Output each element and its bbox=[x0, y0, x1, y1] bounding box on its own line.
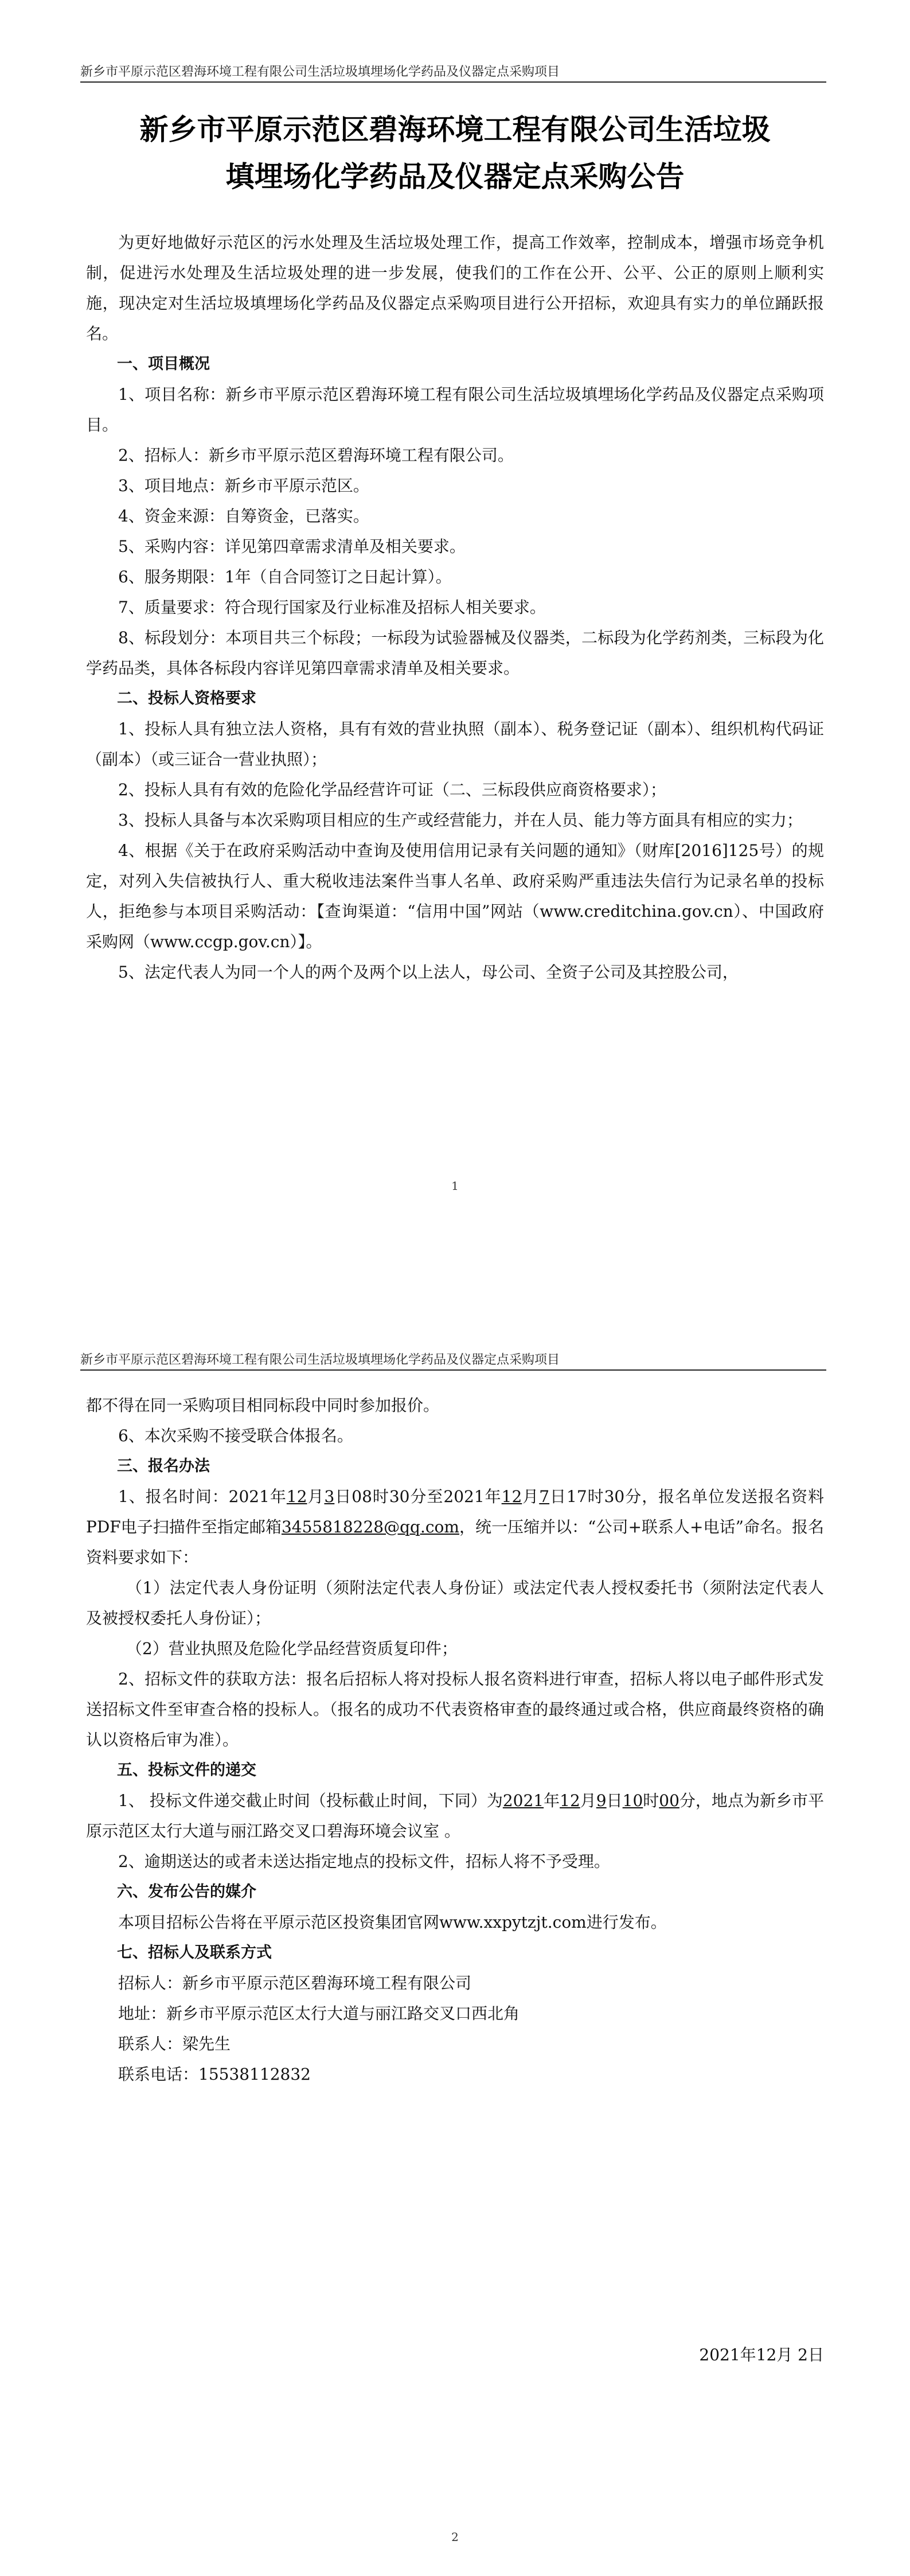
section-2-item: 3、投标人具备与本次采购项目相应的生产或经营能力，并在人员、能力等方面具有相应的实力； bbox=[118, 811, 803, 830]
media-paragraph: 本项目招标公告将在平原示范区投资集团官网www.xxpytzjt.com进行发布。 bbox=[118, 1913, 667, 1932]
section-6-heading: 六、发布公告的媒介 bbox=[117, 1883, 256, 1901]
running-header: 新乡市平原示范区碧海环境工程有限公司生活垃圾填埋场化学药品及仪器定点采购项目 bbox=[80, 65, 560, 79]
section-1-item: 3、项目地点：新乡市平原示范区。 bbox=[118, 476, 369, 495]
section-7-heading: 七、招标人及联系方式 bbox=[117, 1944, 272, 1962]
section-1-heading: 一、项目概况 bbox=[117, 355, 210, 373]
header-rule bbox=[80, 1369, 826, 1371]
title-line-1: 新乡市平原示范区碧海环境工程有限公司生活垃圾 bbox=[139, 113, 771, 146]
section-1-item: 2、招标人：新乡市平原示范区碧海环境工程有限公司。 bbox=[118, 446, 514, 465]
document-title bbox=[75, 106, 835, 200]
section-1-item: 4、资金来源：自筹资金，已落实。 bbox=[118, 507, 369, 526]
section-1-item: 7、质量要求：符合现行国家及行业标准及招标人相关要求。 bbox=[118, 598, 546, 617]
bid-document-item: 2、招标文件的获取方法：报名后招标人将对投标人报名资料进行审查，招标人将以电子邮件形式发送招标文件至审查合格的投标人。（报名的成功不代表资格审查的最终通过或合格，供应商最终资格的确认以资格后审为准）。 bbox=[86, 1670, 824, 1749]
registration-time-item: 1、报名时间：2021年12月3日08时30分至2021年12月7日17时30分，报名单位发送报名资料PDF电子扫描件至指定邮箱3455818228@qq.com，统一压缩并以：“公司+联系人+电话”命名。报名资料要求如下： bbox=[86, 1487, 824, 1567]
section-1-item: 8、标段划分：本项目共三个标段；一标段为试验器械及仪器类，二标段为化学药剂类，三标段为化学药品类，具体各标段内容详见第四章需求清单及相关要求。 bbox=[86, 628, 824, 678]
deadline-hour: 10 bbox=[622, 1791, 643, 1810]
contact-line: 联系人：梁先生 bbox=[118, 2034, 231, 2053]
section-2-heading: 二、投标人资格要求 bbox=[117, 690, 256, 707]
section-2-item: 1、投标人具有独立法人资格，具有有效的营业执照（副本）、税务登记证（副本）、组织机构代码证（副本）（或三证合一营业执照）； bbox=[86, 719, 824, 769]
section-2-item: 5、法定代表人为同一个人的两个及两个以上法人，母公司、全资子公司及其控股公司， bbox=[118, 963, 739, 982]
deadline-month: 12 bbox=[560, 1791, 580, 1810]
tenderer-line: 招标人：新乡市平原示范区碧海环境工程有限公司 bbox=[118, 1974, 472, 1993]
section-2-item: 4、根据《关于在政府采购活动中查询及使用信用记录有关问题的通知》（财库[2016]125号）的规定，对列入失信被执行人、重大税收违法案件当事人名单、政府采购严重违法失信行为记录名单的投标人，拒绝参与本项目采购活动：【查询渠道：“信用中国”网站（www.creditchina.gov.cn）、中国政府采购网（www.ccgp.gov.cn）】。 bbox=[86, 841, 824, 951]
header-rule bbox=[80, 81, 826, 83]
section-5-heading: 五、投标文件的递交 bbox=[117, 1761, 256, 1779]
section-2-item-6: 6、本次采购不接受联合体报名。 bbox=[118, 1426, 353, 1445]
page-number: 2 bbox=[451, 2530, 459, 2544]
section-2-continued: 都不得在同一采购项目相同标段中同时参加报价。 bbox=[86, 1396, 440, 1415]
section-1-item: 5、采购内容：详见第四章需求清单及相关要求。 bbox=[118, 537, 466, 556]
title-line-2: 填埋场化学药品及仪器定点采购公告 bbox=[225, 160, 685, 193]
section-2-item: 2、投标人具有有效的危险化学品经营许可证（二、三标段供应商资格要求）； bbox=[118, 780, 666, 799]
issue-date: 2021年12月 2日 bbox=[699, 2345, 824, 2364]
deadline-year: 2021 bbox=[502, 1791, 544, 1810]
running-header: 新乡市平原示范区碧海环境工程有限公司生活垃圾填埋场化学药品及仪器定点采购项目 bbox=[80, 1353, 560, 1367]
start-day: 3 bbox=[324, 1487, 335, 1506]
end-month: 12 bbox=[501, 1487, 522, 1506]
start-month: 12 bbox=[286, 1487, 307, 1506]
page-1-body bbox=[86, 227, 824, 987]
email-link[interactable]: 3455818228@qq.com bbox=[281, 1517, 459, 1536]
section-1-item: 6、服务期限：1年（自合同签订之日起计算）。 bbox=[118, 567, 452, 586]
page-2-body bbox=[86, 1390, 824, 2089]
section-3-heading: 三、报名办法 bbox=[117, 1457, 210, 1475]
phone-line: 联系电话：15538112832 bbox=[118, 2065, 311, 2084]
intro-paragraph: 为更好地做好示范区的污水处理及生活垃圾处理工作，提高工作效率，控制成本，增强市场竞争机制，促进污水处理及生活垃圾处理的进一步发展，使我们的工作在公开、公平、公正的原则上顺利实施，现决定对生活垃圾填埋场化学药品及仪器定点采购项目进行公开招标，欢迎具有实力的单位踊跃报名。 bbox=[86, 233, 824, 343]
page-number: 1 bbox=[451, 1179, 459, 1193]
late-submission-item: 2、逾期送达的或者未送达指定地点的投标文件，招标人将不予受理。 bbox=[118, 1852, 610, 1871]
deadline-minute: 00 bbox=[659, 1791, 679, 1810]
deadline-day: 9 bbox=[596, 1791, 607, 1810]
end-day: 7 bbox=[539, 1487, 550, 1506]
address-line: 地址：新乡市平原示范区太行大道与丽江路交叉口西北角 bbox=[118, 2004, 520, 2023]
registration-requirement: （2）营业执照及危险化学品经营资质复印件； bbox=[126, 1639, 458, 1658]
section-1-item: 1、项目名称：新乡市平原示范区碧海环境工程有限公司生活垃圾填埋场化学药品及仪器定点采购项目。 bbox=[86, 385, 824, 434]
registration-requirement: （1）法定代表人身份证明（须附法定代表人身份证）或法定代表人授权委托书（须附法定代表人及被授权委托人身份证）； bbox=[86, 1578, 824, 1628]
submission-deadline-item: 1、 投标文件递交截止时间（投标截止时间，下同）为2021年12月9日10时00分，地点为新乡市平原示范区太行大道与丽江路交叉口碧海环境会议室 。 bbox=[86, 1791, 824, 1840]
